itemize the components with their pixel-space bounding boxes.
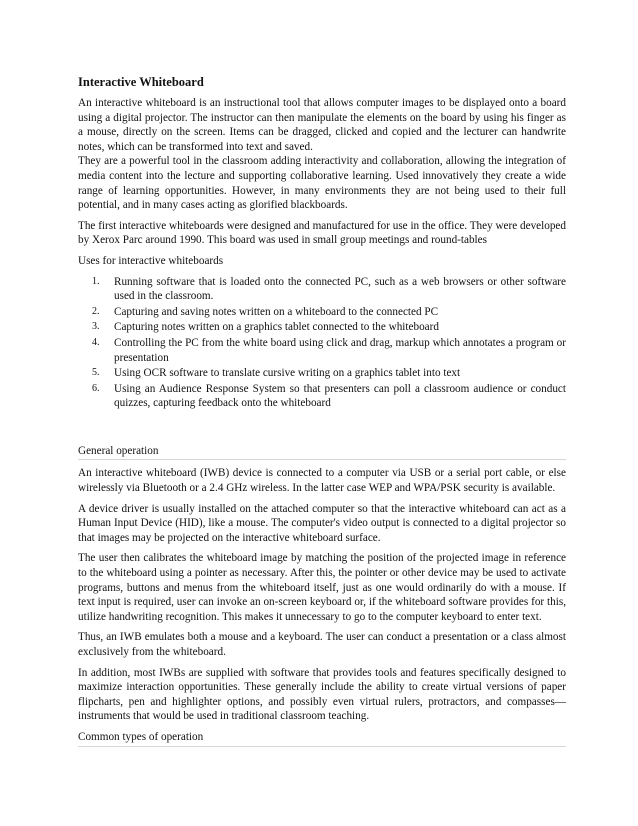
list-item-text: Capturing and saving notes written on a whiteboard to the connected PC xyxy=(114,305,439,318)
document-title: Interactive Whiteboard xyxy=(78,75,204,89)
list-item-number: 4. xyxy=(92,336,100,348)
list-item-text: Using OCR software to translate cursive writing on a graphics tablet into text xyxy=(114,367,461,380)
list-item-number: 3. xyxy=(92,321,100,333)
list-item-number: 1. xyxy=(92,275,100,287)
general-paragraph-2: A device driver is usually installed on the attached computer so that the interactive whiteboard can act as a Human Input Device (HID), like a mouse. The computer's video output is connected to a digital projector so that images may be projected on the interactive whiteboard surface. xyxy=(78,502,566,544)
general-paragraph-1: An interactive whiteboard (IWB) device is connected to a computer via USB or a serial port cable, or else wirelessly via Bluetooth or a 2.4 GHz wireless. In the latter case WEP and WPA/PSK security is available. xyxy=(78,467,566,495)
intro-paragraph-2: They are a powerful tool in the classroom adding interactivity and collaboration, allowing the integration of media content into the lecture and supporting collaborative learning. Used innovatively they create a wide range of learning opportunities. However, in many environments they are not being used to their full potential, and in many cases acting as glorified blackboards. xyxy=(78,155,566,212)
list-item-text: Running software that is loaded onto the connected PC, such as a web browsers or other software used in the classroom. xyxy=(114,275,566,303)
uses-list xyxy=(78,275,566,411)
list-item-text: Capturing notes written on a graphics tablet connected to the whiteboard xyxy=(114,321,439,334)
list-item xyxy=(92,320,566,335)
general-paragraph-3: The user then calibrates the whiteboard image by matching the position of the projected image in reference to the whiteboard using a pointer as necessary. After this, the pointer or other device may be used to activate programs, buttons and menus from the whiteboard itself, just as one would ordinarily do with a mouse. If text input is required, user can invoke an on-screen keyboard or, if the whiteboard software provides for this, utilize handwriting recognition. This makes it unnecessary to go to the computer keyboard to enter text. xyxy=(78,552,566,623)
list-item xyxy=(92,366,566,381)
intro-paragraph-3: The first interactive whiteboards were designed and manufactured for use in the office. They were developed by Xerox Parc around 1990. This board was used in small group meetings and round-tables xyxy=(78,219,566,247)
list-item xyxy=(92,336,566,365)
list-item xyxy=(92,275,566,304)
list-item-text: Using an Audience Response System so that presenters can poll a classroom audience or conduct quizzes, capturing feedback onto the whiteboard xyxy=(114,382,566,410)
general-paragraph-4: Thus, an IWB emulates both a mouse and a keyboard. The user can conduct a presentation or a class almost exclusively from the whiteboard. xyxy=(78,631,566,658)
list-item-number: 5. xyxy=(92,367,100,379)
list-item xyxy=(92,382,566,411)
list-item-number: 2. xyxy=(92,305,100,317)
section-spacer xyxy=(78,412,566,444)
general-operation-heading: General operation xyxy=(78,444,566,461)
list-item-number: 6. xyxy=(92,382,100,394)
list-item xyxy=(92,305,566,320)
common-types-heading: Common types of operation xyxy=(78,730,566,747)
intro-paragraph-1: An interactive whiteboard is an instructional tool that allows computer images to be displayed onto a board using a digital projector. The instructor can then manipulate the elements on the board by using his finger as a mouse, directly on the screen. Items can be dragged, clicked and copied and the lecturer can handwrite notes, which can be transformed into text and saved. xyxy=(78,97,566,153)
list-item-text: Controlling the PC from the white board using click and drag, markup which annotates a program or presentation xyxy=(114,336,566,364)
general-paragraph-5: In addition, most IWBs are supplied with software that provides tools and features specifically designed to maximize interaction opportunities. These generally include the ability to create virtual versions of paper flipcharts, pen and highlighter options, and possibly even virtual rulers, protractors, and compasses—instruments that would be used in traditional classroom teaching. xyxy=(78,666,566,723)
uses-heading: Uses for interactive whiteboards xyxy=(78,254,224,267)
